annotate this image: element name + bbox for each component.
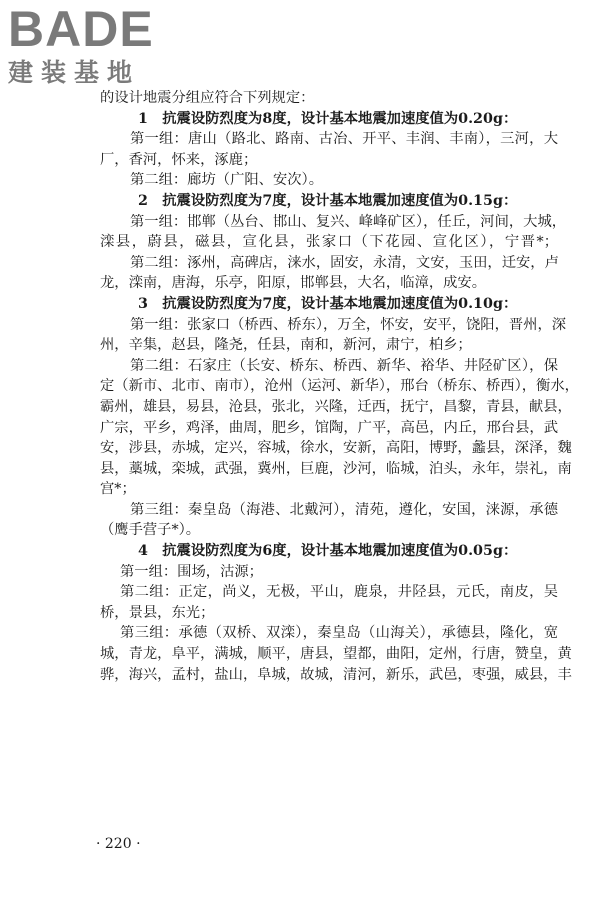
text-line: 第二组：廊坊（广阳、安次）。 [130,172,324,189]
logo-subtitle: 建装基地 [8,58,141,87]
text-line: 第二组：正定，尚义，无极，平山，鹿泉，井陉县，元氏，南皮，吴 [120,584,558,601]
section-heading: 1 抗震设防烈度为8度，设计基本地震加速度值为0.20g： [138,110,518,127]
text-line: 定（新市、北市、南市），沧州（运河、新华），邢台（桥东、桥西），衡水， [100,378,579,395]
section-heading: 4 抗震设防烈度为6度，设计基本地震加速度值为0.05g： [138,543,518,560]
text-line: 厂，香河，怀来，涿鹿； [100,151,258,168]
text-line: 第二组：涿州，高碑店，涞水，固安，永清，文安，玉田，迁安，卢 [130,254,559,271]
text-line: 第三组：承德（双桥、双滦），秦皇岛（山海关），承德县，隆化，宽 [120,625,558,642]
text-line: 城，青龙，阜平，满城，顺平，唐县，望都，曲阳，定州，行唐，赞皇，黄 [100,646,572,663]
text-line: 广宗，平乡，鸡泽，曲周，肥乡，馆陶，广平，高邑，内丘，邢台县，武 [100,419,558,436]
text-line: 滦县，蔚县，磁县，宣化县，张家口（下花园、宣化区），宁晋*； [100,234,558,251]
text-line: 第三组：秦皇岛（海港、北戴河），清苑，遵化，安国，涞源，承德 [130,501,558,518]
page-number: · 220 · [96,836,141,852]
text-line: 龙，滦南，唐海，乐亭，阳原，邯郸县，大名，临漳，成安。 [100,275,487,292]
text-line: 桥，景县，东光； [100,604,215,621]
text-line: 州，辛集，赵县，隆尧，任县，南和，新河，肃宁，柏乡； [100,337,472,354]
document-body [100,88,579,685]
text-line: 霸州，雄县，易县，沧县，张北，兴隆，迁西，抚宁，昌黎，青县，献县， [100,398,572,415]
text-line: 第一组：唐山（路北、路南、古冶、开平、丰润、丰南），三河，大 [130,131,558,148]
section-heading: 3 抗震设防烈度为7度，设计基本地震加速度值为0.10g： [138,295,518,312]
text-line: 宫*； [100,481,136,498]
text-line: 第一组：张家口（桥西、桥东），万全，怀安，安平，饶阳，晋州，深 [130,316,567,333]
section-heading: 2 抗震设防烈度为7度，设计基本地震加速度值为0.15g： [138,192,518,209]
logo-brand: BADE [8,1,154,57]
text-line: 骅，海兴，孟村，盐山，阜城，故城，清河，新乐，武邑，枣强，威县，丰 [100,666,572,683]
bade-logo [8,1,178,90]
text-line: 第二组：石家庄（长安、桥东、桥西、新华、裕华、井陉矿区），保 [130,357,558,374]
text-line: 的设计地震分组应符合下列规定： [100,90,315,106]
text-line: 第一组：邯郸（丛台、邯山、复兴、峰峰矿区），任丘，河间，大城， [130,213,567,230]
text-line: （鹰手营子*）。 [100,522,201,539]
text-line: 县，藁城，栾城，武强，冀州，巨鹿，沙河，临城，泊头，永年，崇礼，南 [100,460,572,477]
text-line: 第一组：围场，沽源； [120,563,263,580]
text-line: 安，涉县，赤城，定兴，容城，徐水，安新，高阳，博野，蠡县，深泽，魏 [100,440,572,457]
